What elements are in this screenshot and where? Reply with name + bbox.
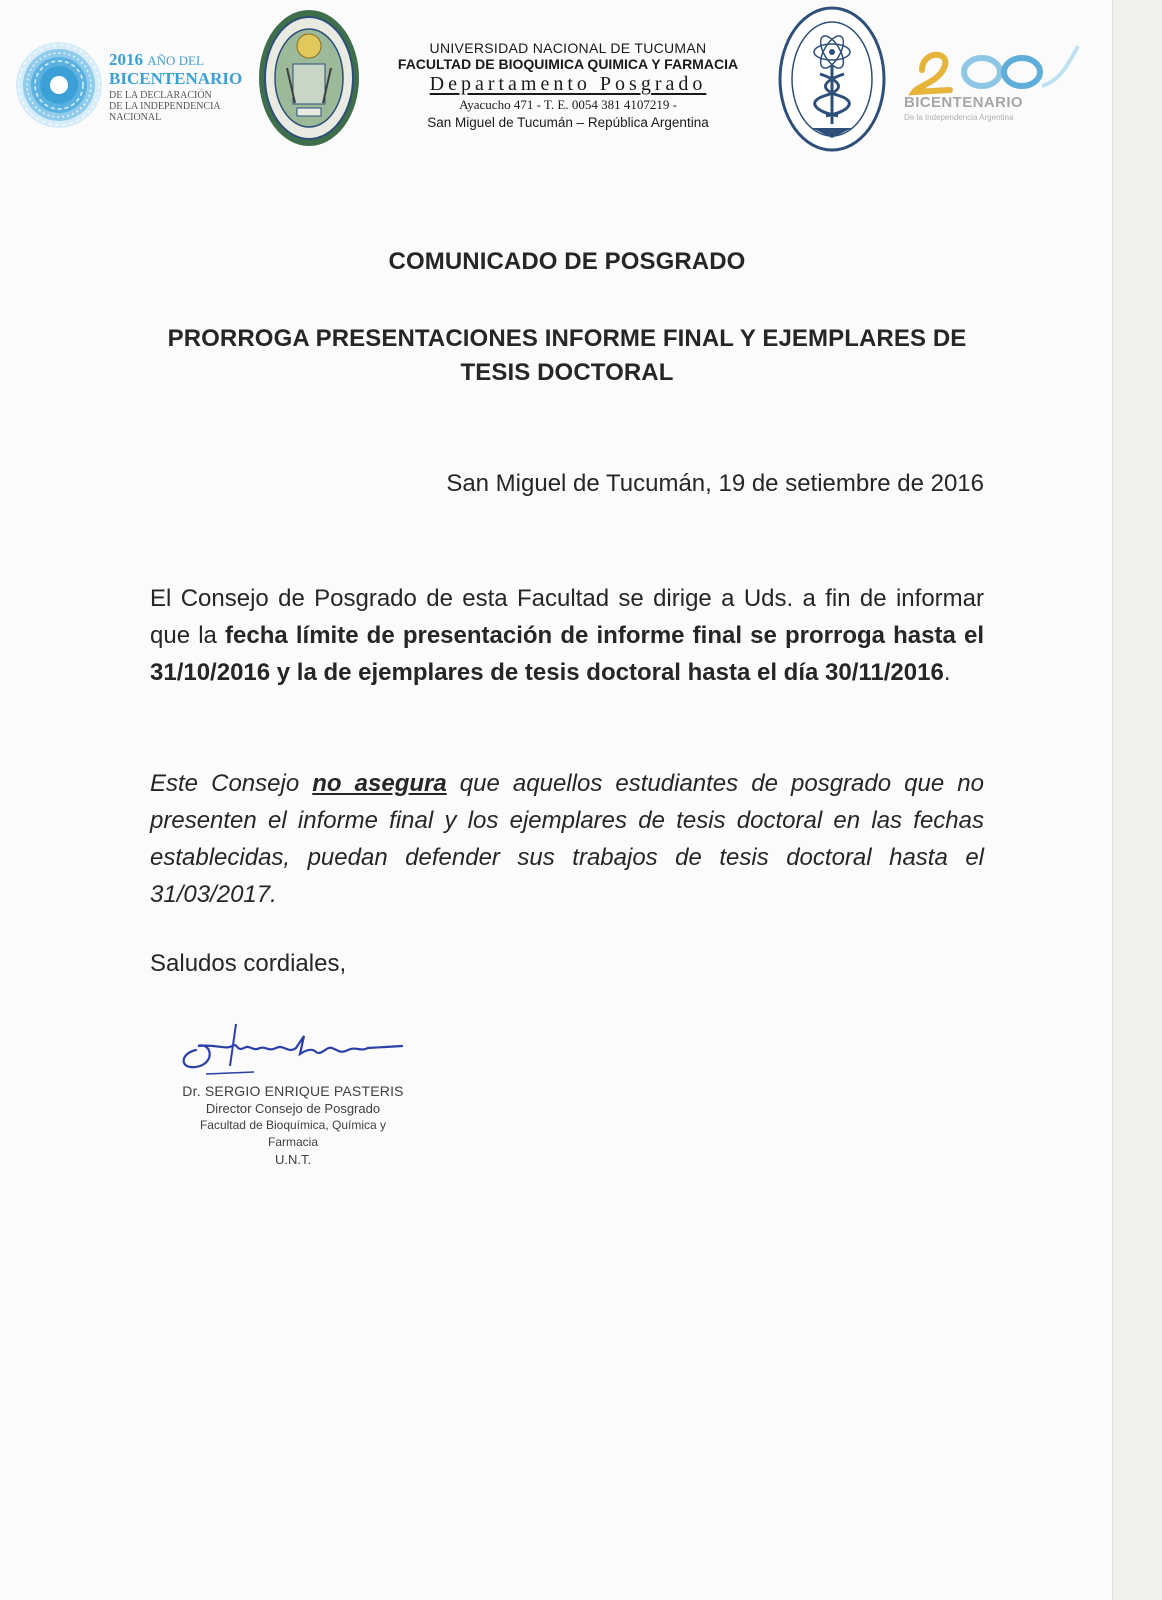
address-line: Ayacucho 471 - T. E. 0054 381 4107219 - bbox=[459, 97, 677, 112]
p1-text-a: El Consejo de Posgrado de esta Facultad se dirige a Uds. a fin de informar que la bbox=[150, 585, 984, 649]
letterhead bbox=[378, 40, 758, 131]
signer-role: Director Consejo de Posgrado bbox=[205, 1101, 381, 1116]
paragraph-2 bbox=[150, 765, 984, 913]
logo-right-sub: De la Independencia Argentina bbox=[904, 113, 1014, 122]
unt-seal-icon bbox=[257, 8, 361, 148]
p2-text-b: que aquellos estudiantes de posgrado que no presenten el informe final y los ejemplares de tesis doctoral en las fechas establecidas, puedan defender sus trabajos de tesis doctoral hasta el 31/03/2017. bbox=[150, 770, 984, 908]
p2-text-a: Este Consejo bbox=[150, 770, 313, 797]
paragraph-1 bbox=[150, 580, 984, 691]
subheading-line-1: PRORROGA PRESENTACIONES INFORME FINAL Y EJEMPLARES DE bbox=[167, 325, 967, 352]
bicentenario-200-logo bbox=[902, 40, 1097, 130]
logo-year-suffix: AÑO DEL bbox=[147, 53, 204, 68]
logo-line-2: DE LA INDEPENDENCIA bbox=[109, 101, 221, 112]
p1-text-b: . bbox=[943, 659, 951, 686]
signature-stamp bbox=[178, 1083, 408, 1168]
paper-edge bbox=[1112, 0, 1162, 1600]
department-name: Departamento Posgrado bbox=[429, 73, 707, 95]
p1-bold-text: fecha límite de presentación de informe final se prorroga hasta el 31/10/2016 y la de ejemplares de tesis doctoral hasta el día 30/11/2016 bbox=[150, 622, 984, 686]
document-heading: COMUNICADO DE POSGRADO bbox=[388, 248, 746, 275]
university-name: UNIVERSIDAD NACIONAL DE TUCUMAN bbox=[429, 40, 707, 56]
logo-line-1: DE LA DECLARACIÓN bbox=[109, 90, 212, 101]
faculty-name: FACULTAD DE BIOQUIMICA QUIMICA Y FARMACIA bbox=[397, 56, 739, 72]
logo-200-mark-icon bbox=[902, 40, 1082, 96]
rosette-emblem-icon bbox=[14, 40, 104, 130]
closing-line: Saludos cordiales, bbox=[150, 950, 347, 977]
signer-name: Dr. SERGIO ENRIQUE PASTERIS bbox=[182, 1083, 404, 1099]
logo-line-3: NACIONAL bbox=[109, 112, 162, 123]
logo-year: 2016 bbox=[109, 50, 143, 69]
logo-word: BICENTENARIO bbox=[109, 69, 243, 88]
date-line: San Miguel de Tucumán, 19 de setiembre de 2016 bbox=[446, 470, 984, 497]
signer-institution: U.N.T. bbox=[274, 1152, 312, 1167]
city-line: San Miguel de Tucumán – República Argentina bbox=[427, 115, 709, 130]
signer-faculty: Facultad de Bioquímica, Química y Farmacia bbox=[199, 1118, 387, 1149]
bicentenario-2016-logo bbox=[14, 40, 249, 135]
subheading-line-2: TESIS DOCTORAL bbox=[460, 359, 674, 386]
logo-right-word: BICENTENARIO bbox=[904, 94, 1023, 111]
p2-emphasis: no asegura bbox=[312, 770, 447, 797]
document-subheading bbox=[0, 322, 1134, 390]
faculty-seal-icon bbox=[776, 4, 888, 154]
handwritten-signature bbox=[176, 1020, 416, 1090]
